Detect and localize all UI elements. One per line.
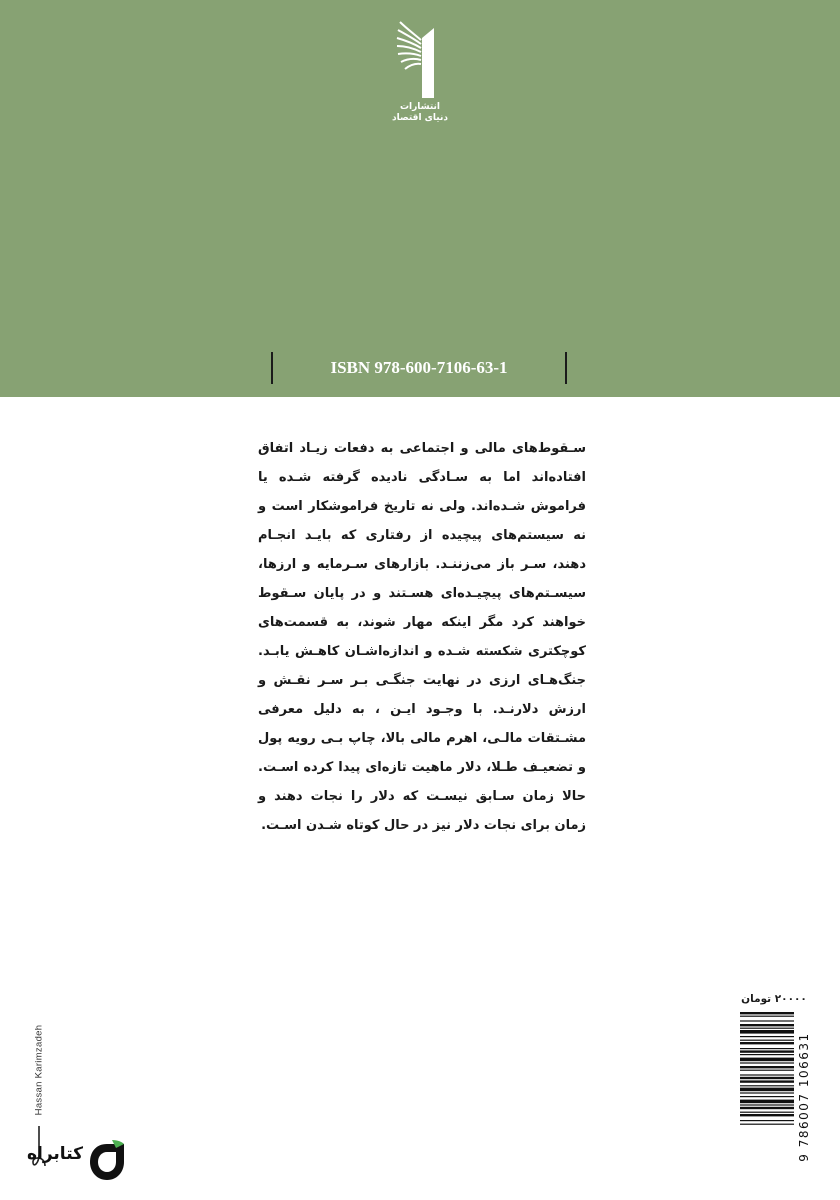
barcode-bar (740, 1104, 794, 1105)
barcode-bar (740, 1120, 794, 1121)
ketabrah-leaf-icon (88, 1138, 126, 1182)
isbn-number: ISBN 978-600-7106-63-1 (330, 358, 508, 377)
designer-credit (32, 1016, 46, 1124)
open-book-fan-icon (392, 18, 448, 98)
isbn-right-rule (565, 352, 567, 384)
barcode-bar (740, 1050, 794, 1052)
barcode-bar (740, 1024, 794, 1026)
publisher-name-line1: انتشارات (400, 102, 440, 112)
barcode-bar (740, 1062, 794, 1063)
barcode-bar (740, 1085, 794, 1086)
blurb-text: سـقوط‌های مالی و اجتماعی به دفعات زیـاد اتفاق افتاده‌اند اما به سـادگی نادیده گرفته شـده یا فراموش شـده‌اند. ولی نه تاریخ فراموشکار است و نه سیستم‌های پیچیده از رفتاری که بایـد انجـام دهند، سـر باز می‌زننـد. بازارهای سـرمایه و ارزها، سیسـتم‌های پیچیـده‌ای هسـتند و در پایان سـقوط خواهند کرد مگر اینکه مهار شوند، به قسمت‌های کوچکتری شکسته شـده و اندازه‌اشـان کاهـش یابـد. جنگ‌هـای ارزی در نهایت جنگـی بـر سـر نقـش و ارزش دلارنـد. با وجـود ایـن ، به دلیل معرفی مشـتقات مالـی، اهرم مالی بالا، چاپ بـی رویه پول و تضعیـف طـلا، دلار ماهیت تازه‌ای پیدا کرده اسـت. حالا زمان سـابق نیسـت که دلار را نجات دهند و زمان برای نجات دلار نیز در حال کوتاه شـدن اسـت. (258, 441, 586, 833)
publisher-name-line2: دنیای اقتصاد (392, 113, 448, 123)
price-label: ۲۰۰۰۰ تومان (741, 993, 807, 1005)
store-name: کتابراه (26, 1144, 84, 1164)
publisher-logo (392, 18, 448, 128)
barcode-bar (740, 1028, 794, 1029)
barcode-bar (740, 1100, 794, 1104)
barcode-bar (740, 1080, 794, 1082)
barcode-bar (740, 1058, 794, 1062)
barcode-bar (740, 1114, 794, 1116)
barcode-bar (740, 1040, 794, 1041)
barcode-bar (740, 1016, 794, 1017)
barcode-bar (740, 1124, 794, 1125)
barcode-bar (740, 1042, 794, 1044)
barcode-bar (740, 1048, 794, 1049)
barcode-bar (740, 1088, 794, 1092)
barcode-bar (740, 1036, 794, 1037)
designer-credit-text: Hassan Karimzadeh (33, 1024, 45, 1116)
barcode-bar (740, 1074, 794, 1075)
barcode-digits-text: 9 786007 106631 (797, 1032, 811, 1162)
cover-top-band (0, 0, 840, 397)
barcode-bar (740, 1112, 794, 1113)
barcode-bar (740, 1096, 794, 1097)
barcode-bar (740, 1066, 794, 1068)
barcode-digits (796, 1014, 812, 1180)
barcode-bar (740, 1070, 794, 1071)
barcode-bar (740, 1020, 794, 1021)
barcode-bar (740, 1030, 794, 1034)
barcode-bar (740, 1054, 794, 1055)
store-logo (22, 1136, 126, 1184)
barcode-bar (740, 1012, 794, 1014)
back-cover-blurb (258, 434, 586, 840)
barcode-bar (740, 1077, 794, 1079)
barcode-bar (740, 1107, 794, 1109)
barcode-bar (740, 1092, 794, 1093)
